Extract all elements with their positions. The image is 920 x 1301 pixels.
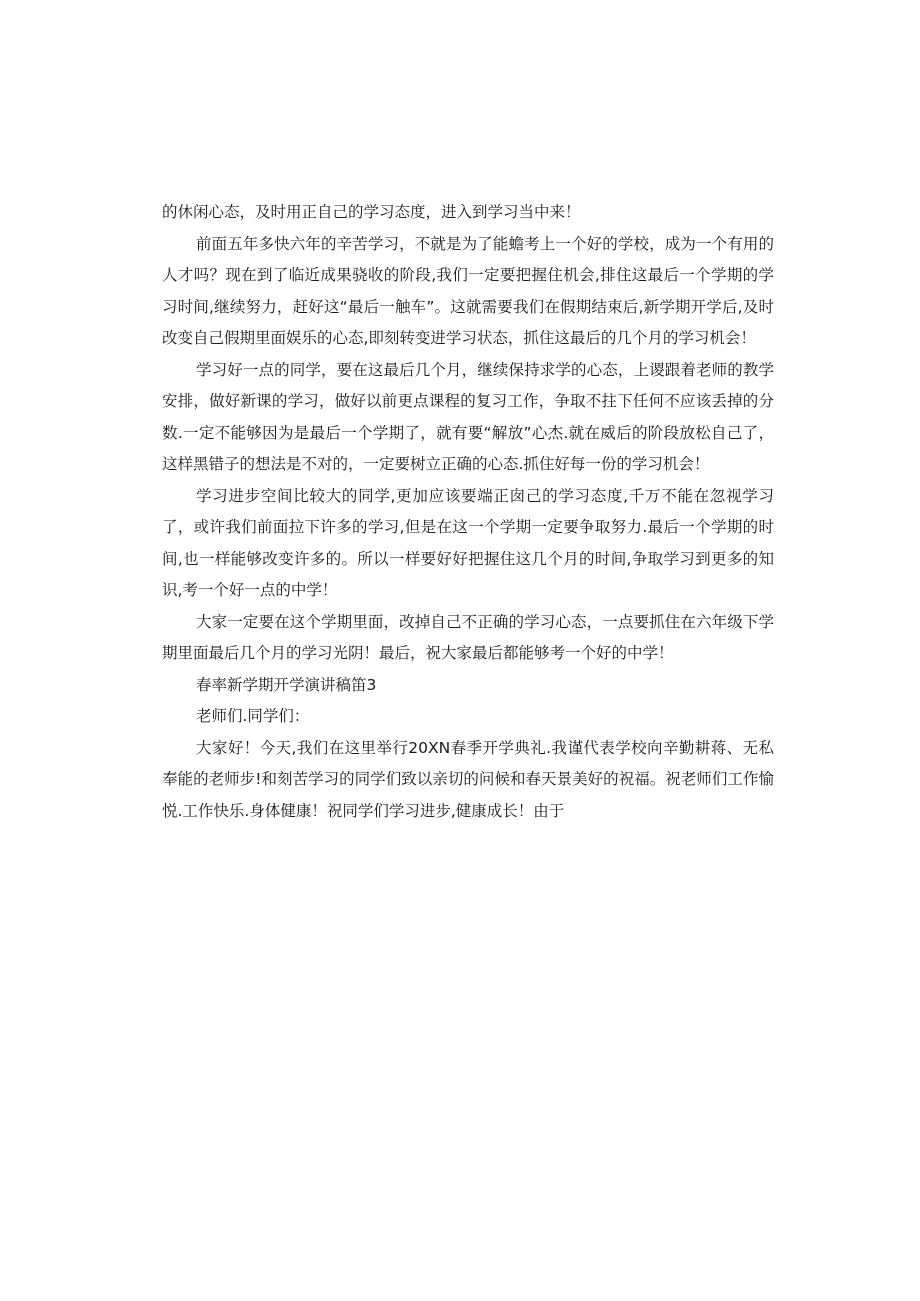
paragraph-good-students: 学习好一点的同学，要在这最后几个月，继续保持求学的心态，上谡跟着老师的教学安排，做好新课的学习，做好以前更点课程的复习工作，争取不拄下任何不应该丢掉的分数.一定不能够因为是最后一个学期了，就有要“解放”心杰.就在威后的阶段放松自己了，这样黑错子的想法是不对的，一定要树立正确的心态.抓住好每一份的学习机会！ [162, 360, 774, 473]
paragraph-greeting: 大家好！今天,我们在这里举行20XN春季开学典礼.我谨代表学校向辛勤耕蒋、无私奉能的老师步!和刻苦学习的同学们致以亲切的问候和春天景美好的祝福。祝老师们工作愉悦.工作快乐.身体健康！祝同学们学习进步,健康成长！由于 [162, 738, 774, 820]
paragraph-continuation: 的休闲心态，及时用正自己的学习态度，进入到学习当中来！ [162, 203, 581, 221]
paragraph-past-study: 前面五年多快六年的辛苦学习，不就是为了能蟾考上一个好的学校，成为一个有用的人才吗？现在到了临近成果骁收的阶段,我们一定要把握住机会,排住这最后一个学期的学习时间,继续努力，赶好这“最后一触车”。这就需要我们在假期结束后,新学期开学后,及时改变自己假期里面娱乐的心态,即刻转变进学习状态，抓住这最后的几个月的学习机会！ [162, 234, 774, 347]
paragraph-improving-students: 学习进步空间比较大的同学,更加应该要端正囱己的学习态度,千万不能在忽视学习了，或许我们前面拉下许多的学习,但是在这一个学期一定要争取努力.最后一个学期的时间,也一样能够改变许多的。所以一样要好好把握住这几个月的时间,争取学习到更多的知识,考一个好一点的中学！ [162, 486, 774, 599]
speech-salutation: 老师们.同学们： [196, 707, 310, 725]
document-body [162, 197, 774, 827]
speech-heading: 春率新学期开学演讲稿笛3 [196, 675, 377, 694]
paragraph-closing-wishes: 大家一定要在这个学期里面，改掉自己不正确的学习心态，一点要抓住在六年级下学期里面最后几个月的学习光阴！最后，祝大家最后都能够考一个好的中学！ [162, 612, 774, 662]
